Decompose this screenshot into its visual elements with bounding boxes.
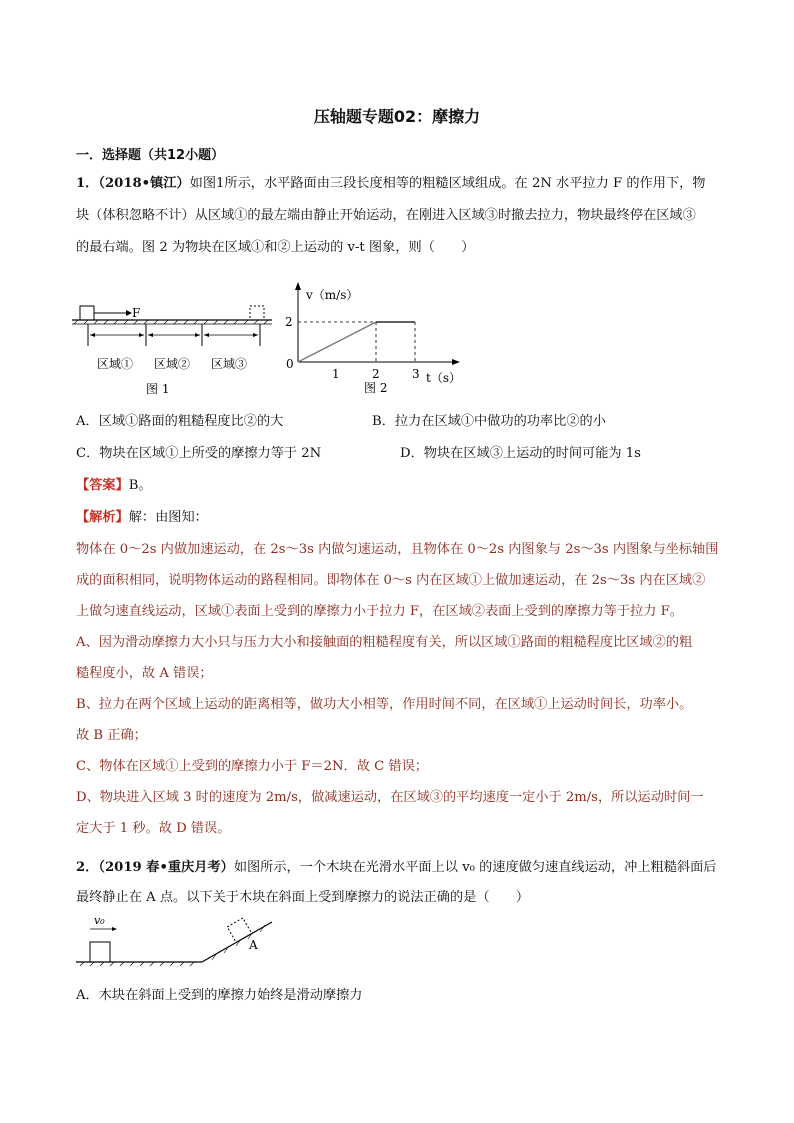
force-label: F [132,306,141,320]
v0-arrow-head [112,927,117,931]
wood-block [90,942,110,962]
x-axis-label: t（s） [426,371,461,385]
analysis-line: D、物块进入区域 3 时的速度为 2m/s，做减速运动，在区域③的平均速度一定小于 2m/s，所以运动时间一 [76,790,704,805]
q1-option-a: A．区域①路面的粗糙程度比②的大 [76,414,284,429]
section-heading: 一．选择题（共12小题） [76,148,225,163]
q2-stem-line1 [76,852,726,884]
figure-2-vt-graph [284,280,474,395]
y-axis-label: v（m/s） [306,288,359,302]
analysis-head-text: 解：由图知： [128,510,208,525]
y-tick-label: 2 [285,315,293,329]
q1-stem-line2: 块（体积忽略不计）从区域①的最左端由静止开始运动，在刚进入区域③时撤去拉力，物块最终停在区域③ [76,208,696,223]
analysis-line: B、拉力在两个区域上运动的距离相等，做功大小相等，作用时间不同，在区域①上运动时间长，功率小。 [76,697,693,712]
x-tick-label-1: 1 [332,367,340,381]
road-hatch [74,320,268,324]
q2-number: 2． [76,860,99,875]
answer-value: B。 [128,478,152,493]
origin-label: 0 [286,357,294,371]
analysis-line: A、因为滑动摩擦力大小只与压力大小和接触面的粗糙程度有关，所以区域①路面的粗糙程度比区域②的粗 [76,635,693,650]
analysis-line: 糙程度小，故 A 错误； [76,666,213,681]
series-accel-segment [298,322,376,362]
q1-number: 1． [76,176,99,191]
zone-label-1: 区域① [97,357,134,371]
q1-analysis-head [76,502,726,534]
analysis-line: 物体在 0～2s 内做加速运动，在 2s～3s 内做匀速运动，且物体在 0～2s 内图象与 2s～3s 内图象与坐标轴围 [76,542,719,557]
zone-label-2: 区域② [154,357,191,371]
point-a-label: A [249,938,258,952]
q1-stem-line1 [76,168,726,200]
analysis-tag: 【解析】 [76,510,129,525]
q1-option-c: C．物块在区域①上所受的摩擦力等于 2N [76,446,322,461]
q1-option-d: D．物块在区域③上运动的时间可能为 1s [400,446,641,461]
answer-tag: 【答案】 [76,478,129,493]
x-axis-arrow [452,359,460,365]
figure-q2-incline [72,912,282,972]
zone-label-3: 区域③ [211,357,248,371]
analysis-line: 定大于 1 秒。故 D 错误。 [76,821,231,836]
analysis-line: 故 B 正确； [76,728,147,743]
page-title: 压轴题专题02：摩擦力 [313,107,481,126]
q1-stem-line3: 的最右端。图 2 为物块在区域①和②上运动的 v-t 图象，则（ ） [76,240,475,255]
q1-stem-text1: 如图1所示，水平路面由三段长度相等的粗糙区域组成。在 2N 水平拉力 F 的作用下，物 [189,176,706,191]
q1-answer [76,470,726,502]
analysis-line: 成的面积相同，说明物体运动的路程相同。即物体在 0～s 内在区域①上做加速运动，在 2s～3s 内在区域② [76,573,706,588]
q1-source: （2018•镇江） [98,176,190,191]
figure-2-caption: 图 2 [364,381,388,395]
block-solid [80,306,94,320]
analysis-line: C、物体在区域①上受到的摩擦力小于 F＝2N．故 C 错误； [76,759,428,774]
y-axis-arrow [295,282,301,290]
q2-stem-line2: 最终静止在 A 点。以下关于木块在斜面上受到摩擦力的说法正确的是（ ） [76,890,530,905]
x-tick-label-2: 2 [372,367,380,381]
q2-source: （2019 春•重庆月考） [98,860,234,875]
figure-1-road-diagram [70,298,285,398]
analysis-line: 上做匀速直线运动，区域①表面上受到的摩擦力小于拉力 F，在区域②表面上受到的摩擦力等于拉力 F。 [76,604,683,619]
q1-option-b: B．拉力在区域①中做功的功率比②的小 [372,414,606,429]
x-tick-label-3: 3 [412,367,420,381]
block-dashed [250,306,264,320]
figure-1-caption: 图 1 [146,382,170,396]
v0-label: v₀ [94,914,105,927]
q2-stem-text1: 如图所示，一个木块在光滑水平面上以 v₀ 的速度做匀速直线运动，冲上粗糙斜面后 [233,860,717,875]
q2-option-a: A．木块在斜面上受到的摩擦力始终是滑动摩擦力 [76,988,363,1003]
